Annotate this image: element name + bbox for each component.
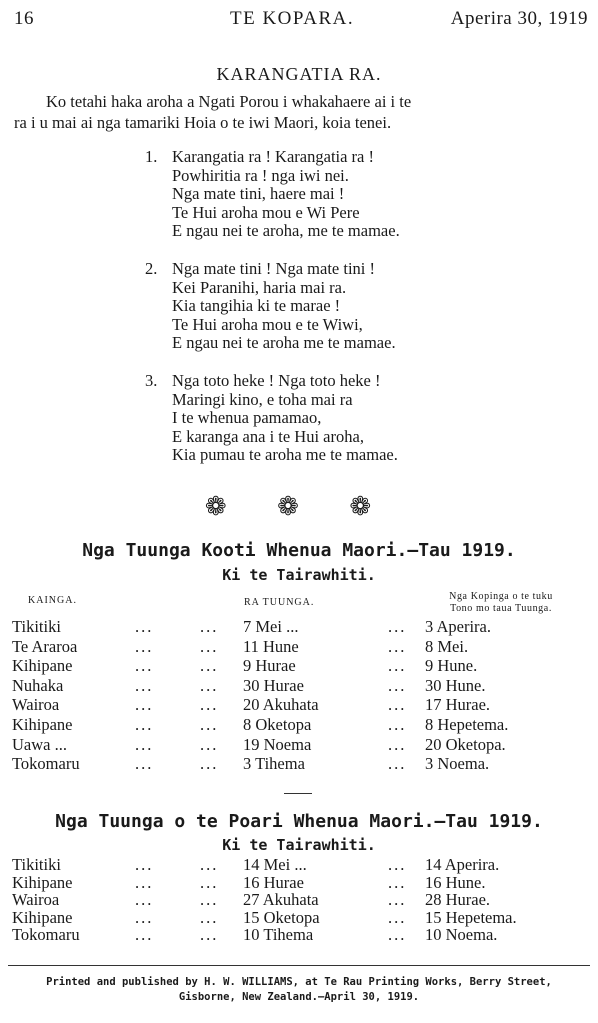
row-place: Wairoa	[12, 695, 60, 715]
row-place: Kihipane	[12, 715, 73, 734]
stanza-line: Nga mate tini ! Nga mate tini !	[172, 259, 375, 278]
row-closing-date: 8 Mei.	[425, 636, 469, 656]
dot-leader: ...	[200, 636, 219, 656]
dot-leader: ...	[388, 754, 407, 774]
stanza-line: Kei Paranihi, haria mai ra.	[172, 277, 347, 297]
stanza-line: Nga toto heke ! Nga toto heke !	[172, 371, 381, 390]
dot-leader: ...	[135, 734, 154, 754]
row-date: 19 Noema	[243, 734, 312, 754]
column-header-close-line-2: Tono mo taua Tuunga.	[450, 603, 552, 614]
stanza-number: 3.	[145, 371, 158, 390]
row-place: Kihipane	[12, 907, 73, 927]
dot-leader: ...	[200, 695, 219, 715]
page-number: 16	[14, 8, 34, 29]
row-closing-date: 17 Hurae.	[425, 695, 491, 715]
dot-leader: ...	[135, 754, 154, 774]
board-sittings-title: Nga Tuunga o te Poari Whenua Maori.—Tau 1919.	[55, 811, 543, 832]
dot-leader: ...	[388, 675, 407, 695]
column-header-close-line-1: Nga Kopinga o te tuku	[449, 591, 553, 602]
dot-leader: ...	[388, 715, 407, 734]
dot-leader: ...	[135, 715, 154, 734]
dot-leader: ...	[200, 656, 219, 676]
row-place: Wairoa	[12, 890, 60, 909]
table-row	[0, 617, 598, 637]
dot-leader: ...	[388, 617, 407, 636]
dot-leader: ...	[200, 855, 219, 874]
row-closing-date: 10 Noema.	[425, 925, 498, 944]
dot-leader: ...	[200, 907, 219, 927]
stanza-line: Karangatia ra ! Karangatia ra !	[172, 147, 374, 166]
row-date: 30 Hurae	[243, 675, 304, 695]
column-header-date: RA TUUNGA.	[244, 597, 315, 608]
row-date: 14 Mei ...	[243, 855, 307, 874]
table-row	[0, 656, 598, 676]
imprint-line-2: Gisborne, New Zealand.—April 30, 1919.	[178, 991, 420, 1003]
dot-leader: ...	[135, 890, 154, 909]
imprint-line-1: Printed and published by H. W. WILLIAMS, at Te Rau Printing Works, Berry Street,	[46, 976, 552, 988]
dot-leader: ...	[200, 617, 219, 636]
dot-leader: ...	[135, 675, 154, 695]
stanza-line: E ngau nei te aroha me te mamae.	[172, 333, 396, 353]
stanza-number: 2.	[145, 259, 158, 278]
column-header-close	[408, 591, 594, 615]
dot-leader: ...	[388, 734, 407, 754]
dot-leader: ...	[388, 925, 407, 944]
row-closing-date: 8 Hepetema.	[425, 715, 509, 734]
dot-leader: ...	[388, 656, 407, 676]
stanza-line: Te Hui aroha mou e te Wiwi,	[172, 314, 363, 334]
row-date: 20 Akuhata	[243, 695, 319, 715]
stanza-line: Te Hui aroha mou e Wi Pere	[172, 202, 360, 222]
row-date: 8 Oketopa	[243, 715, 312, 734]
row-date: 3 Tihema	[243, 754, 305, 774]
dot-leader: ...	[135, 656, 154, 676]
row-date: 16 Hurae	[243, 872, 304, 892]
dot-leader: ...	[200, 754, 219, 774]
dot-leader: ...	[135, 617, 154, 636]
row-place: Tikitiki	[12, 855, 61, 874]
divider	[284, 793, 312, 794]
row-place: Te Araroa	[12, 636, 78, 656]
row-closing-date: 14 Aperira.	[425, 855, 500, 874]
magazine-title: TE KOPARA.	[230, 8, 355, 29]
court-sittings-title: Nga Tuunga Kooti Whenua Maori.—Tau 1919.	[82, 540, 516, 561]
row-closing-date: 3 Aperira.	[425, 617, 491, 636]
dot-leader: ...	[200, 925, 219, 944]
dot-leader: ...	[135, 695, 154, 715]
dot-leader: ...	[135, 636, 154, 656]
table-row	[0, 925, 598, 945]
board-sittings-subtitle: Ki te Tairawhiti.	[222, 836, 376, 854]
footer-divider	[8, 965, 590, 966]
stanza-line: I te whenua pamamao,	[172, 408, 322, 428]
table-row	[0, 676, 598, 696]
dot-leader: ...	[200, 890, 219, 909]
row-place: Tokomaru	[12, 754, 80, 774]
dot-leader: ...	[388, 907, 407, 927]
song-intro-line-2: ra i u mai ai nga tamariki Hoia o te iwi Maori, koia tenei.	[14, 113, 392, 132]
stanza-line: Kia tangihia ki te marae !	[172, 296, 341, 316]
stanza-line: E ngau nei te aroha, me te mamae.	[172, 221, 400, 241]
row-closing-date: 15 Hepetema.	[425, 907, 517, 927]
stanza-line: Powhiritia ra ! nga iwi nei.	[172, 165, 349, 185]
row-closing-date: 9 Hune.	[425, 656, 478, 676]
row-place: Nuhaka	[12, 675, 64, 695]
song-title: KARANGATIA RA.	[216, 64, 382, 84]
row-date: 10 Tihema	[243, 925, 314, 944]
row-date: 11 Hune	[243, 636, 299, 656]
dot-leader: ...	[388, 872, 407, 892]
issue-date: Aperira 30, 1919	[450, 8, 588, 29]
row-date: 15 Oketopa	[243, 907, 320, 927]
dot-leader: ...	[388, 695, 407, 715]
dot-leader: ...	[135, 907, 154, 927]
table-row	[0, 715, 598, 735]
row-place: Tikitiki	[12, 617, 61, 636]
row-closing-date: 3 Noema.	[425, 754, 490, 774]
table-row	[0, 695, 598, 715]
song-intro-line-1: Ko tetahi haka aroha a Ngati Porou i whakahaere ai i te	[46, 92, 412, 111]
dot-leader: ...	[200, 715, 219, 734]
stanza-line: Kia pumau te aroha me te mamae.	[172, 445, 398, 465]
flower-ornament-icon: ❁ ❁ ❁	[204, 492, 394, 521]
dot-leader: ...	[200, 872, 219, 892]
dot-leader: ...	[135, 925, 154, 944]
dot-leader: ...	[200, 675, 219, 695]
row-date: 27 Akuhata	[243, 890, 319, 909]
row-closing-date: 20 Oketopa.	[425, 734, 506, 754]
row-closing-date: 28 Hurae.	[425, 890, 491, 909]
row-place: Uawa ...	[12, 734, 67, 754]
dot-leader: ...	[135, 855, 154, 874]
court-sittings-subtitle: Ki te Tairawhiti.	[222, 566, 376, 584]
row-closing-date: 16 Hune.	[425, 872, 486, 892]
stanza-number: 1.	[145, 147, 158, 166]
table-row	[0, 735, 598, 755]
dot-leader: ...	[135, 872, 154, 892]
dot-leader: ...	[388, 855, 407, 874]
dot-leader: ...	[388, 890, 407, 909]
row-place: Kihipane	[12, 872, 73, 892]
row-place: Tokomaru	[12, 925, 80, 944]
stanza-line: Maringi kino, e toha mai ra	[172, 389, 353, 409]
row-date: 7 Mei ...	[243, 617, 299, 636]
stanza-line: Nga mate tini, haere mai !	[172, 184, 345, 204]
table-row	[0, 637, 598, 657]
stanza-line: E karanga ana i te Hui aroha,	[172, 426, 364, 446]
row-closing-date: 30 Hune.	[425, 675, 486, 695]
dot-leader: ...	[388, 636, 407, 656]
dot-leader: ...	[200, 734, 219, 754]
table-row	[0, 754, 598, 774]
row-place: Kihipane	[12, 656, 73, 676]
column-header-place: KAINGA.	[28, 595, 77, 606]
row-date: 9 Hurae	[243, 656, 296, 676]
